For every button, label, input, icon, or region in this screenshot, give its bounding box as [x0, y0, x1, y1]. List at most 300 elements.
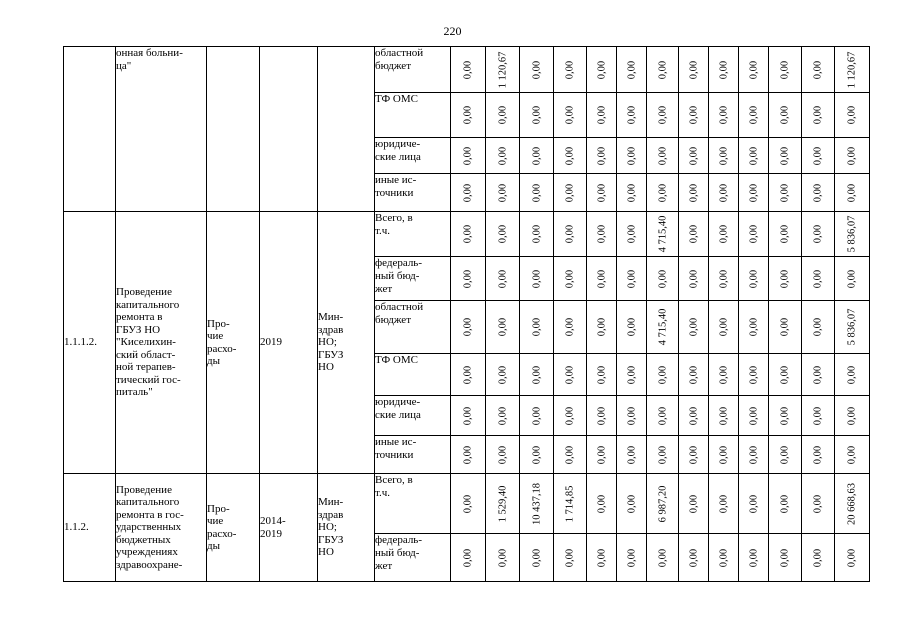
value-cell — [587, 534, 617, 582]
value-text: 0,00 — [657, 548, 668, 567]
value-text: 0,00 — [596, 269, 607, 288]
funding-source: Всего, в т.ч. — [375, 212, 451, 257]
value-text: 0,00 — [812, 548, 824, 567]
table-row — [64, 47, 870, 93]
value-cell — [520, 354, 554, 396]
value-text: 0,00 — [748, 146, 759, 165]
value-text: 0,00 — [688, 269, 699, 288]
value-text: 0,00 — [531, 105, 542, 125]
value-text: 0,00 — [564, 406, 576, 425]
value-cell — [709, 47, 739, 93]
row-name: Проведение капитального ремонта в ГБУЗ НО "Киселихин- ский област- ной терапев- тический гос- питаль" — [116, 212, 207, 474]
value-cell — [587, 212, 617, 257]
table-row — [64, 474, 870, 534]
value-text: 0,00 — [718, 105, 729, 125]
value-text: 0,00 — [531, 269, 542, 288]
value-cell — [802, 138, 835, 174]
value-cell — [647, 138, 679, 174]
value-cell — [554, 354, 587, 396]
value-cell — [679, 534, 709, 582]
value-text: 0,00 — [779, 60, 791, 79]
value-text: 5 836,07 — [846, 215, 858, 253]
value-cell — [587, 138, 617, 174]
value-cell — [587, 174, 617, 212]
value-text: 1 120,67 — [846, 51, 858, 88]
value-text: 0,00 — [688, 548, 699, 567]
value-cell — [802, 396, 835, 436]
value-cell — [835, 138, 870, 174]
value-cell — [520, 93, 554, 138]
value-cell — [802, 47, 835, 93]
value-text: 4 715,40 — [657, 308, 668, 346]
value-text: 0,00 — [596, 146, 607, 165]
value-cell — [709, 436, 739, 474]
value-text: 0,00 — [779, 406, 791, 425]
row-code: 1.1.2. — [64, 474, 116, 582]
value-cell — [835, 474, 870, 534]
expense-type — [207, 47, 260, 212]
value-cell — [520, 138, 554, 174]
value-cell — [769, 138, 802, 174]
value-text: 6 987,20 — [657, 485, 668, 522]
value-text: 0,00 — [497, 365, 508, 384]
value-cell — [647, 301, 679, 354]
value-cell — [835, 212, 870, 257]
value-text: 0,00 — [718, 317, 729, 337]
value-cell — [739, 354, 769, 396]
funding-source: Всего, в т.ч. — [375, 474, 451, 534]
funding-source: ТФ ОМС — [375, 93, 451, 138]
value-text: 0,00 — [812, 224, 824, 244]
value-cell — [451, 47, 486, 93]
value-cell — [739, 436, 769, 474]
value-cell — [835, 301, 870, 354]
value-cell — [769, 436, 802, 474]
value-text: 0,00 — [497, 146, 508, 165]
value-text: 0,00 — [626, 365, 637, 384]
value-cell — [709, 93, 739, 138]
value-text: 0,00 — [531, 548, 542, 567]
value-cell — [486, 93, 520, 138]
value-cell — [486, 174, 520, 212]
funding-source: юридиче- ские лица — [375, 396, 451, 436]
value-text: 0,00 — [812, 494, 824, 513]
value-cell — [520, 301, 554, 354]
value-text: 0,00 — [531, 224, 542, 244]
value-cell — [709, 301, 739, 354]
value-text: 0,00 — [748, 269, 759, 288]
value-cell — [802, 354, 835, 396]
value-cell — [587, 354, 617, 396]
value-cell — [679, 354, 709, 396]
value-text: 0,00 — [846, 146, 858, 165]
value-text: 0,00 — [812, 183, 824, 202]
value-cell — [769, 93, 802, 138]
value-text: 0,00 — [779, 105, 791, 125]
value-cell — [520, 212, 554, 257]
value-cell — [835, 354, 870, 396]
value-text: 0,00 — [626, 105, 637, 125]
table-row — [64, 212, 870, 257]
budget-table — [63, 46, 870, 582]
value-cell — [679, 474, 709, 534]
value-text: 0,00 — [462, 548, 474, 567]
value-cell — [769, 212, 802, 257]
value-text: 0,00 — [462, 365, 474, 384]
value-cell — [520, 436, 554, 474]
value-cell — [554, 257, 587, 301]
value-cell — [739, 174, 769, 212]
value-cell — [802, 474, 835, 534]
value-cell — [709, 212, 739, 257]
value-text: 0,00 — [748, 105, 759, 125]
value-cell — [709, 138, 739, 174]
value-text: 1 529,40 — [497, 485, 508, 522]
value-text: 0,00 — [462, 183, 474, 202]
value-cell — [554, 47, 587, 93]
value-text: 0,00 — [596, 406, 607, 425]
value-text: 0,00 — [497, 548, 508, 567]
value-cell — [709, 534, 739, 582]
value-text: 0,00 — [564, 105, 576, 125]
funding-source: федераль- ный бюд- жет — [375, 257, 451, 301]
value-cell — [617, 47, 647, 93]
funding-source: юридиче- ские лица — [375, 138, 451, 174]
value-cell — [679, 436, 709, 474]
value-cell — [679, 212, 709, 257]
value-text: 0,00 — [748, 60, 759, 79]
value-cell — [647, 93, 679, 138]
value-text: 0,00 — [779, 269, 791, 288]
value-cell — [802, 212, 835, 257]
value-text: 0,00 — [812, 445, 824, 464]
value-cell — [554, 474, 587, 534]
value-text: 10 437,18 — [531, 482, 542, 525]
value-text: 0,00 — [718, 445, 729, 464]
value-cell — [617, 436, 647, 474]
value-text: 0,00 — [596, 224, 607, 244]
value-text: 0,00 — [626, 406, 637, 425]
funding-source: ТФ ОМС — [375, 354, 451, 396]
value-cell — [802, 257, 835, 301]
value-text: 0,00 — [531, 317, 542, 337]
value-cell — [802, 436, 835, 474]
value-text: 0,00 — [596, 548, 607, 567]
value-cell — [647, 212, 679, 257]
value-cell — [769, 174, 802, 212]
value-text: 0,00 — [531, 406, 542, 425]
value-cell — [520, 534, 554, 582]
value-cell — [486, 436, 520, 474]
value-text: 4 715,40 — [657, 215, 668, 253]
value-cell — [739, 212, 769, 257]
executor: Мин- здрав НО; ГБУЗ НО — [318, 212, 375, 474]
value-text: 0,00 — [596, 494, 607, 513]
value-cell — [739, 257, 769, 301]
value-text: 0,00 — [497, 183, 508, 202]
row-code — [64, 47, 116, 212]
value-text: 0,00 — [812, 105, 824, 125]
value-text: 0,00 — [596, 183, 607, 202]
value-text: 0,00 — [462, 105, 474, 125]
value-text: 1 714,85 — [564, 485, 576, 522]
value-text: 0,00 — [657, 365, 668, 384]
value-text: 0,00 — [564, 224, 576, 244]
value-text: 0,00 — [564, 146, 576, 165]
period — [260, 47, 318, 212]
value-cell — [647, 396, 679, 436]
value-text: 0,00 — [531, 183, 542, 202]
value-text: 0,00 — [846, 269, 858, 288]
value-text: 0,00 — [779, 317, 791, 337]
value-cell — [647, 436, 679, 474]
value-cell — [802, 301, 835, 354]
value-cell — [587, 301, 617, 354]
value-text: 0,00 — [812, 365, 824, 384]
value-cell — [835, 257, 870, 301]
page-number: 220 — [443, 24, 462, 38]
funding-source: иные ис- точники — [375, 174, 451, 212]
value-text: 0,00 — [626, 317, 637, 337]
value-cell — [486, 301, 520, 354]
value-cell — [451, 174, 486, 212]
value-cell — [835, 174, 870, 212]
row-name: онная больни- ца" — [116, 47, 207, 212]
value-text: 0,00 — [688, 183, 699, 202]
value-text: 0,00 — [688, 146, 699, 165]
value-text: 0,00 — [718, 60, 729, 79]
value-cell — [835, 396, 870, 436]
value-cell — [739, 138, 769, 174]
value-text: 0,00 — [748, 445, 759, 464]
value-cell — [520, 174, 554, 212]
expense-type: Про- чие расхо- ды — [207, 212, 260, 474]
value-cell — [486, 396, 520, 436]
value-text: 0,00 — [779, 365, 791, 384]
value-text: 0,00 — [688, 365, 699, 384]
value-cell — [587, 93, 617, 138]
value-text: 0,00 — [596, 317, 607, 337]
value-cell — [802, 93, 835, 138]
value-text: 0,00 — [531, 60, 542, 79]
value-cell — [679, 93, 709, 138]
value-cell — [679, 396, 709, 436]
value-text: 0,00 — [531, 365, 542, 384]
value-cell — [486, 257, 520, 301]
value-cell — [739, 474, 769, 534]
value-cell — [617, 301, 647, 354]
value-cell — [647, 534, 679, 582]
value-text: 0,00 — [779, 445, 791, 464]
value-text: 0,00 — [779, 494, 791, 513]
value-cell — [647, 474, 679, 534]
value-cell — [835, 47, 870, 93]
value-cell — [554, 436, 587, 474]
value-text: 0,00 — [779, 183, 791, 202]
value-text: 1 120,67 — [497, 51, 508, 88]
value-text: 0,00 — [688, 317, 699, 337]
value-text: 0,00 — [657, 406, 668, 425]
value-cell — [486, 474, 520, 534]
value-text: 0,00 — [462, 269, 474, 288]
value-cell — [617, 396, 647, 436]
value-cell — [520, 396, 554, 436]
value-text: 20 668,63 — [846, 482, 858, 525]
value-text: 0,00 — [626, 183, 637, 202]
value-text: 0,00 — [812, 406, 824, 425]
value-cell — [739, 396, 769, 436]
value-text: 0,00 — [497, 105, 508, 125]
value-cell — [554, 174, 587, 212]
value-cell — [554, 93, 587, 138]
value-cell — [520, 474, 554, 534]
value-text: 0,00 — [531, 445, 542, 464]
value-cell — [520, 47, 554, 93]
value-cell — [647, 174, 679, 212]
value-cell — [486, 138, 520, 174]
value-text: 0,00 — [626, 445, 637, 464]
value-cell — [835, 93, 870, 138]
value-text: 0,00 — [718, 183, 729, 202]
value-text: 0,00 — [596, 365, 607, 384]
value-text: 0,00 — [564, 365, 576, 384]
value-cell — [647, 257, 679, 301]
value-cell — [769, 354, 802, 396]
value-cell — [802, 534, 835, 582]
value-cell — [451, 436, 486, 474]
value-text: 0,00 — [718, 224, 729, 244]
value-text: 0,00 — [596, 105, 607, 125]
value-text: 0,00 — [718, 269, 729, 288]
value-text: 0,00 — [748, 365, 759, 384]
value-cell — [617, 534, 647, 582]
value-text: 0,00 — [657, 269, 668, 288]
value-text: 0,00 — [626, 269, 637, 288]
value-cell — [486, 354, 520, 396]
value-text: 0,00 — [748, 224, 759, 244]
value-cell — [739, 301, 769, 354]
value-text: 0,00 — [688, 224, 699, 244]
value-cell — [451, 534, 486, 582]
value-text: 0,00 — [497, 224, 508, 244]
value-cell — [647, 47, 679, 93]
value-text: 5 836,07 — [846, 308, 858, 346]
value-cell — [769, 257, 802, 301]
value-cell — [679, 174, 709, 212]
value-text: 0,00 — [846, 445, 858, 464]
value-text: 0,00 — [657, 146, 668, 165]
value-text: 0,00 — [626, 548, 637, 567]
value-cell — [587, 474, 617, 534]
value-text: 0,00 — [846, 406, 858, 425]
value-text: 0,00 — [846, 105, 858, 125]
value-text: 0,00 — [688, 445, 699, 464]
value-cell — [451, 301, 486, 354]
value-cell — [486, 212, 520, 257]
value-text: 0,00 — [718, 406, 729, 425]
value-cell — [486, 47, 520, 93]
value-cell — [451, 138, 486, 174]
value-text: 0,00 — [688, 105, 699, 125]
value-cell — [769, 47, 802, 93]
value-text: 0,00 — [846, 548, 858, 567]
value-cell — [679, 257, 709, 301]
value-cell — [802, 174, 835, 212]
value-cell — [647, 354, 679, 396]
value-cell — [451, 93, 486, 138]
value-cell — [679, 301, 709, 354]
value-text: 0,00 — [718, 365, 729, 384]
value-text: 0,00 — [564, 269, 576, 288]
value-text: 0,00 — [596, 445, 607, 464]
value-text: 0,00 — [657, 105, 668, 125]
value-cell — [554, 301, 587, 354]
value-cell — [709, 474, 739, 534]
value-text: 0,00 — [718, 548, 729, 567]
value-text: 0,00 — [497, 406, 508, 425]
value-text: 0,00 — [748, 317, 759, 337]
value-cell — [739, 534, 769, 582]
value-cell — [617, 138, 647, 174]
value-text: 0,00 — [462, 60, 474, 79]
value-cell — [617, 212, 647, 257]
value-text: 0,00 — [812, 60, 824, 79]
value-cell — [451, 396, 486, 436]
period: 2014- 2019 — [260, 474, 318, 582]
funding-source: иные ис- точники — [375, 436, 451, 474]
period: 2019 — [260, 212, 318, 474]
value-text: 0,00 — [462, 224, 474, 244]
value-cell — [709, 396, 739, 436]
value-text: 0,00 — [748, 406, 759, 425]
value-text: 0,00 — [564, 445, 576, 464]
value-text: 0,00 — [812, 146, 824, 165]
funding-source: областной бюджет — [375, 301, 451, 354]
value-cell — [709, 174, 739, 212]
value-text: 0,00 — [626, 60, 637, 79]
value-cell — [679, 138, 709, 174]
value-text: 0,00 — [779, 146, 791, 165]
value-text: 0,00 — [688, 60, 699, 79]
value-cell — [769, 396, 802, 436]
value-text: 0,00 — [688, 494, 699, 513]
value-text: 0,00 — [564, 548, 576, 567]
value-cell — [769, 474, 802, 534]
value-cell — [617, 257, 647, 301]
row-name: Проведение капитального ремонта в гос- ударственных бюджетных учреждениях здравоохране- — [116, 474, 207, 582]
value-cell — [587, 396, 617, 436]
value-text: 0,00 — [564, 183, 576, 202]
value-text: 0,00 — [657, 445, 668, 464]
value-text: 0,00 — [497, 269, 508, 288]
value-cell — [451, 212, 486, 257]
value-cell — [739, 93, 769, 138]
value-text: 0,00 — [812, 269, 824, 288]
executor — [318, 47, 375, 212]
value-cell — [486, 534, 520, 582]
value-text: 0,00 — [657, 60, 668, 79]
value-text: 0,00 — [596, 60, 607, 79]
value-text: 0,00 — [846, 365, 858, 384]
value-text: 0,00 — [462, 317, 474, 337]
value-cell — [617, 474, 647, 534]
value-cell — [451, 257, 486, 301]
value-text: 0,00 — [462, 146, 474, 165]
value-text: 0,00 — [748, 183, 759, 202]
value-cell — [769, 301, 802, 354]
value-cell — [617, 174, 647, 212]
value-text: 0,00 — [718, 146, 729, 165]
